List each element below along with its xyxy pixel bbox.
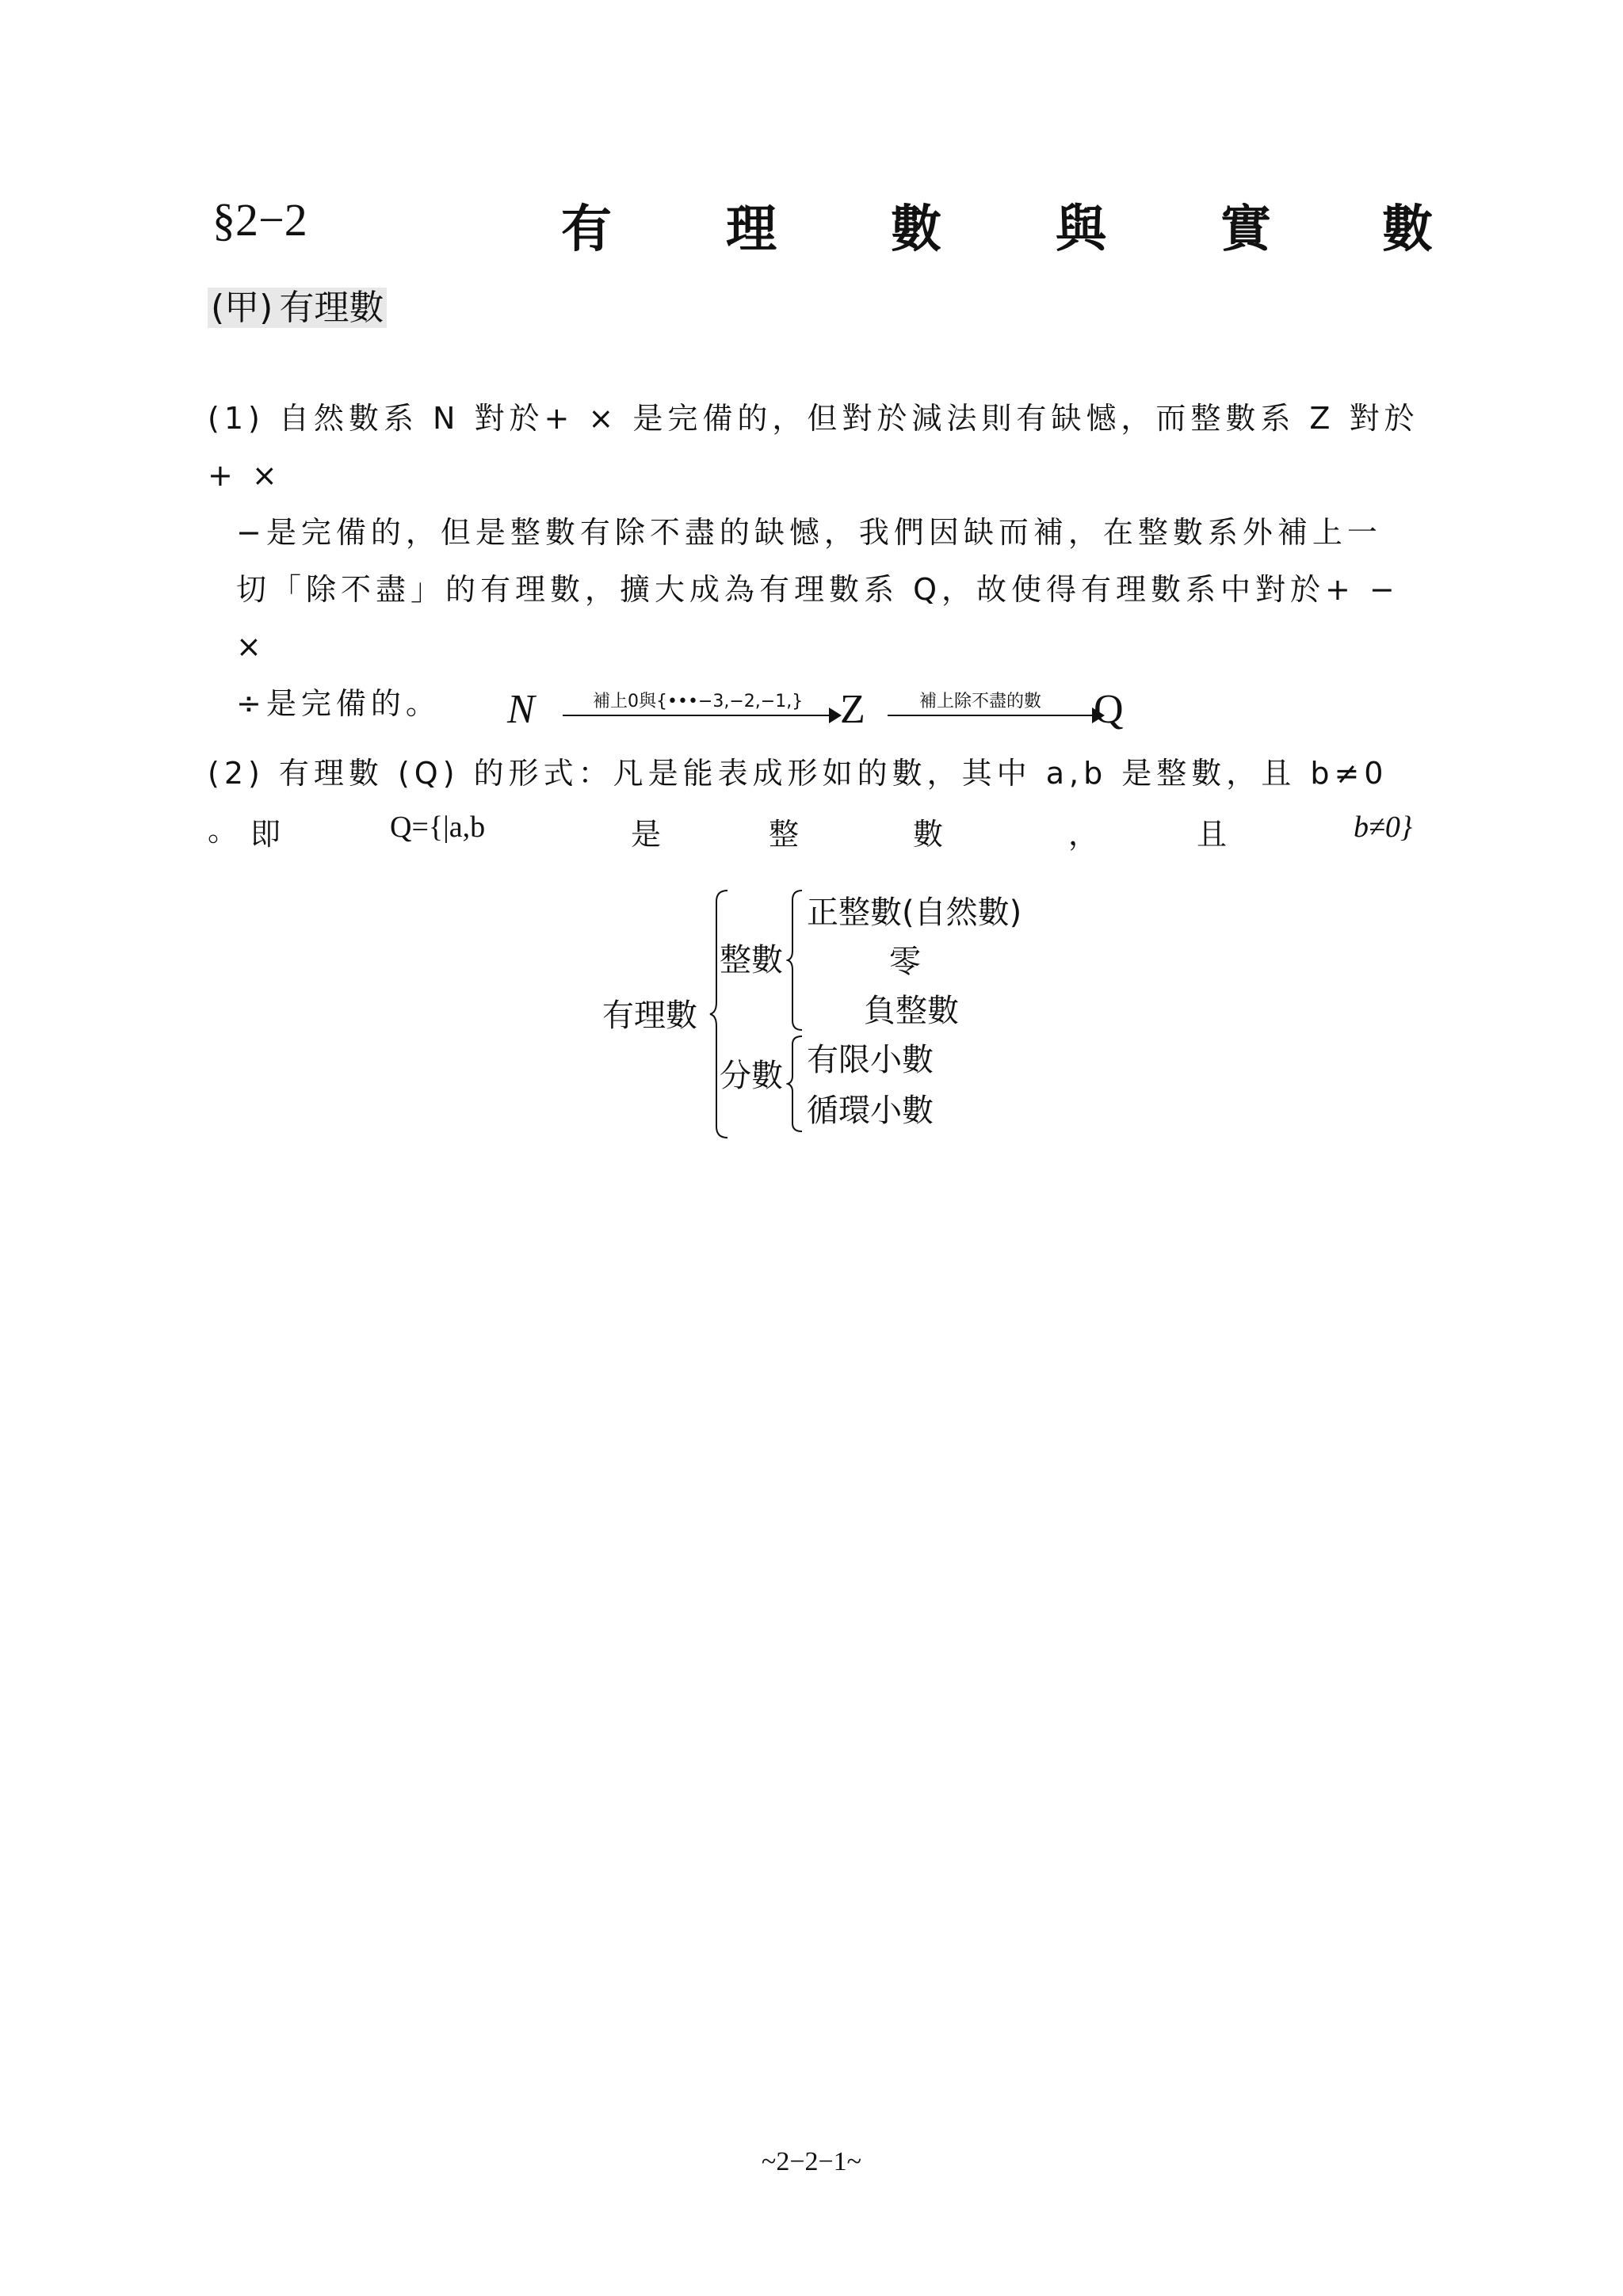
paragraph-1-line: ÷是完備的。 <box>236 686 441 721</box>
set-builder-part: 且 <box>1197 817 1228 852</box>
set-n-label: N <box>507 687 535 732</box>
arrow-1 <box>563 715 840 716</box>
section-number: §2−2 <box>212 194 307 246</box>
paragraph-1-line: (1) 自然數系 N 對於+ × 是完備的，但對於減法則有缺憾，而整數系 Z 對於+ × <box>208 401 1419 493</box>
tree-node-fractions: 分數 <box>720 1058 783 1094</box>
title-char: 有 <box>561 200 612 259</box>
set-z-label: Z <box>840 687 865 732</box>
rational-number-tree <box>602 887 1046 1141</box>
set-builder-line <box>208 802 1428 859</box>
number-system-arrow-diagram <box>507 680 1157 743</box>
arrow-1-label: 補上0與{•••−3,−2,−1,} <box>593 692 804 711</box>
set-builder-part: 即 <box>250 817 281 852</box>
arrow-2-label: 補上除不盡的數 <box>919 692 1042 711</box>
subheading-text: 有理數 <box>276 288 387 328</box>
integers-brace-icon <box>786 887 807 1033</box>
set-q-label: Q <box>1094 687 1124 732</box>
section-heading <box>212 189 1433 260</box>
subheading <box>208 279 387 330</box>
set-builder-part: Q={|a,b <box>390 810 486 844</box>
title-char: 理 <box>726 200 777 259</box>
tree-leaf: 循環小數 <box>807 1093 934 1129</box>
title-char: 實 <box>1220 200 1271 259</box>
tree-node-integers: 整數 <box>720 942 783 978</box>
set-builder-part: 整 <box>769 817 800 852</box>
paragraph-1-line: −是完備的，但是整數有除不盡的缺憾，我們因缺而補，在整數系外補上一 <box>236 515 1382 550</box>
subheading-label: (甲) <box>208 288 276 328</box>
set-builder-part: 數 <box>913 817 944 852</box>
title-char: 與 <box>1056 200 1106 259</box>
page-number: ~2−2−1~ <box>761 2147 862 2176</box>
tree-leaf: 正整數(自然數) <box>807 894 1022 931</box>
tree-root-rational: 有理數 <box>602 997 697 1034</box>
set-builder-part: 是 <box>631 817 662 852</box>
title-char: 數 <box>1382 200 1433 259</box>
paragraph-1-line: 切「除不盡」的有理數，擴大成為有理數系 Q，故使得有理數系中對於+ − × <box>236 572 1400 664</box>
root-brace-icon <box>708 887 732 1141</box>
tree-leaf: 負整數 <box>864 993 959 1029</box>
fractions-brace-icon <box>786 1033 807 1135</box>
arrow-2 <box>888 715 1103 716</box>
set-builder-part: b≠0} <box>1354 810 1413 844</box>
set-builder-part: ， <box>1068 817 1099 852</box>
paragraph-2-line: (2) 有理數 (Q) 的形式：凡是能表成形如的數，其中 a,b 是整數，且 b≠0 。 <box>208 756 1388 848</box>
title-char: 數 <box>891 200 941 259</box>
tree-leaf: 有限小數 <box>807 1042 934 1078</box>
tree-leaf: 零 <box>889 944 921 980</box>
